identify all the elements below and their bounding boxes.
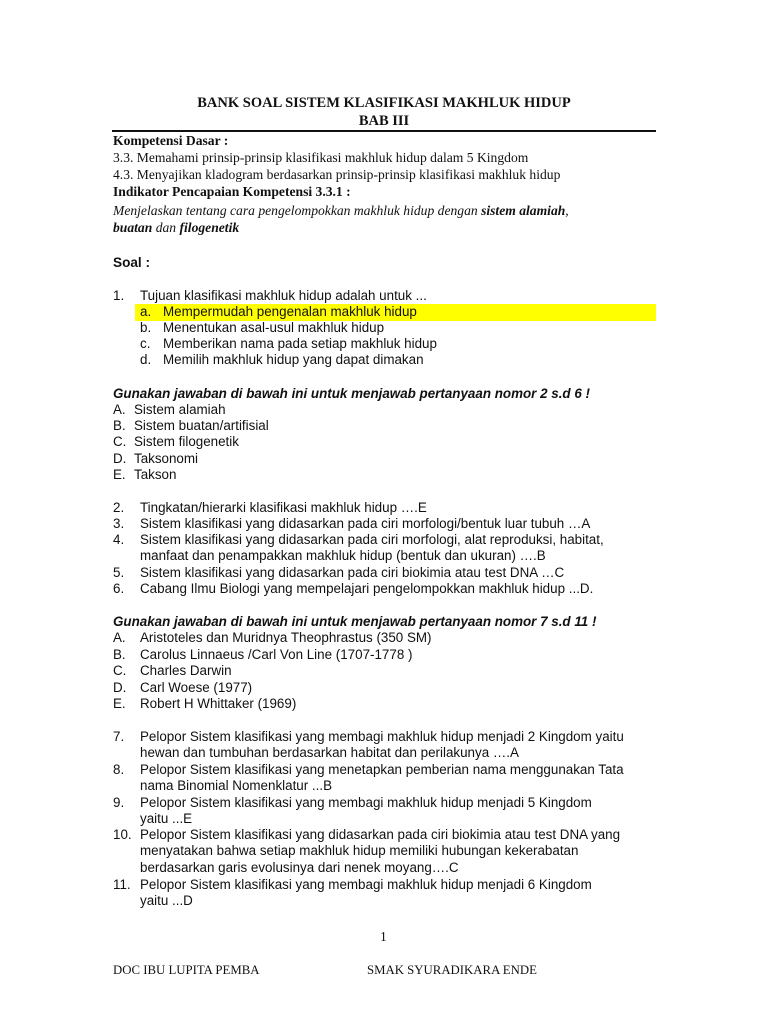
q1-option-d-letter: d. <box>140 352 152 367</box>
question-8-number: 8. <box>113 762 125 777</box>
indikator-line-1 <box>113 203 569 219</box>
question-6-number: 6. <box>113 581 125 596</box>
choice-e-text: Takson <box>134 467 177 482</box>
choice-c-letter: C. <box>113 663 127 678</box>
question-4-text-line-2: manfaat dan penampakkan makhluk hidup (bentuk dan ukuran) ….B <box>140 548 546 563</box>
question-10-text-line-1: Pelopor Sistem klasifikasi yang didasarkan pada ciri biokimia atau test DNA yang <box>140 827 621 842</box>
choice-b-letter: B. <box>113 418 126 433</box>
indikator-line-2 <box>113 220 239 236</box>
choice-e-text: Robert H Whittaker (1969) <box>140 696 297 711</box>
question-6-text: Cabang Ilmu Biologi yang mempelajari pengelompokkan makhluk hidup ...D. <box>140 581 594 596</box>
question-9-number: 9. <box>113 795 125 810</box>
group-1-instruction: Gunakan jawaban di bawah ini untuk menjawab pertanyaan nomor 2 s.d 6 ! <box>113 386 590 401</box>
question-7-text-line-1: Pelopor Sistem klasifikasi yang membagi makhluk hidup menjadi 2 Kingdom yaitu <box>140 729 624 744</box>
q1-option-b-text: Menentukan asal-usul makhluk hidup <box>163 320 385 335</box>
question-5-number: 5. <box>113 565 125 580</box>
choice-d-text: Carl Woese (1977) <box>140 680 253 695</box>
page-number: 1 <box>380 929 387 944</box>
choice-d-letter: D. <box>113 680 127 695</box>
kompetensi-item-1: 3.3. Memahami prinsip-prinsip klasifikasi makhluk hidup dalam 5 Kingdom <box>113 150 529 165</box>
choice-c-text: Sistem filogenetik <box>134 434 239 449</box>
q1-option-a-text: Mempermudah pengenalan makhluk hidup <box>163 304 417 319</box>
indikator-text: Menjelaskan tentang cara pengelompokkan makhluk hidup dengan <box>113 203 482 218</box>
kompetensi-heading: Kompetensi Dasar : <box>113 133 229 148</box>
group-2-instruction: Gunakan jawaban di bawah ini untuk menjawab pertanyaan nomor 7 s.d 11 ! <box>113 614 597 629</box>
question-11-text-line-2: yaitu ...D <box>140 893 193 908</box>
question-2-number: 2. <box>113 500 125 515</box>
indikator-term-buatan: buatan <box>113 220 153 235</box>
choice-e-letter: E. <box>113 696 126 711</box>
choice-a-letter: A. <box>113 630 126 645</box>
choice-d-letter: D. <box>113 451 127 466</box>
footer-right: SMAK SYURADIKARA ENDE <box>367 963 537 977</box>
choice-d-text: Taksonomi <box>134 451 199 466</box>
choice-a-text: Sistem alamiah <box>134 402 226 417</box>
question-7-text-line-2: hewan dan tumbuhan berdasarkan habitat dan perilakunya ….A <box>140 745 519 760</box>
question-8-text-line-2: nama Binomial Nomenklatur ...B <box>140 778 333 793</box>
question-11-number: 11. <box>113 877 131 892</box>
choice-b-text: Carolus Linnaeus /Carl Von Line (1707-1778 ) <box>140 647 413 662</box>
question-10-text-line-3: berdasarkan garis evolusinya dari nenek moyang….C <box>140 860 459 875</box>
q1-option-c-letter: c. <box>140 336 151 351</box>
choice-b-text: Sistem buatan/artifisial <box>134 418 269 433</box>
choice-c-letter: C. <box>113 434 127 449</box>
indikator-term-filogenetik: filogenetik <box>179 220 240 235</box>
document-title: BANK SOAL SISTEM KLASIFIKASI MAKHLUK HIDUP <box>197 95 571 111</box>
question-5-text: Sistem klasifikasi yang didasarkan pada ciri biokimia atau test DNA …C <box>140 565 565 580</box>
indikator-heading: Indikator Pencapaian Kompetensi 3.3.1 : <box>113 184 351 199</box>
q1-option-c-text: Memberikan nama pada setiap makhluk hidup <box>163 336 437 351</box>
question-3-text: Sistem klasifikasi yang didasarkan pada ciri morfologi/bentuk luar tubuh …A <box>140 516 591 531</box>
indikator-term-alamiah: sistem alamiah <box>481 203 566 218</box>
kompetensi-item-2: 4.3. Menyajikan kladogram berdasarkan prinsip-prinsip klasifikasi makhluk hidup <box>113 167 561 182</box>
indikator-conjunction: dan <box>152 220 180 235</box>
question-4-text-line-1: Sistem klasifikasi yang didasarkan pada ciri morfologi, alat reproduksi, habitat, <box>140 532 604 547</box>
question-11-text-line-1: Pelopor Sistem klasifikasi yang membagi makhluk hidup menjadi 6 Kingdom <box>140 877 592 892</box>
question-7-number: 7. <box>113 729 125 744</box>
choice-a-letter: A. <box>113 402 126 417</box>
question-9-text-line-2: yaitu ...E <box>140 811 193 826</box>
q1-option-d-text: Memilih makhluk hidup yang dapat dimakan <box>163 352 424 367</box>
header-divider <box>112 130 656 132</box>
question-10-number: 10. <box>113 827 132 842</box>
question-10-text-line-2: menyatakan bahwa setiap makhluk hidup memiliki hubungan kekerabatan <box>140 843 579 858</box>
soal-label: Soal : <box>113 255 151 270</box>
chapter-label: BAB III <box>358 113 410 129</box>
choice-e-letter: E. <box>113 467 126 482</box>
q1-option-b-letter: b. <box>140 320 152 335</box>
choice-a-text: Aristoteles dan Muridnya Theophrastus (350 SM) <box>140 630 432 645</box>
question-1-number: 1. <box>113 288 125 303</box>
choice-c-text: Charles Darwin <box>140 663 232 678</box>
question-2-text: Tingkatan/hierarki klasifikasi makhluk hidup ….E <box>140 500 427 515</box>
indikator-comma: , <box>565 203 569 218</box>
question-3-number: 3. <box>113 516 125 531</box>
q1-option-a-letter: a. <box>140 304 152 319</box>
question-9-text-line-1: Pelopor Sistem klasifikasi yang membagi makhluk hidup menjadi 5 Kingdom <box>140 795 592 810</box>
footer-left: DOC IBU LUPITA PEMBA <box>113 963 260 977</box>
question-8-text-line-1: Pelopor Sistem klasifikasi yang menetapkan pemberian nama menggunakan Tata <box>140 762 624 777</box>
question-1-text: Tujuan klasifikasi makhluk hidup adalah untuk ... <box>140 288 427 303</box>
question-4-number: 4. <box>113 532 125 547</box>
choice-b-letter: B. <box>113 647 126 662</box>
